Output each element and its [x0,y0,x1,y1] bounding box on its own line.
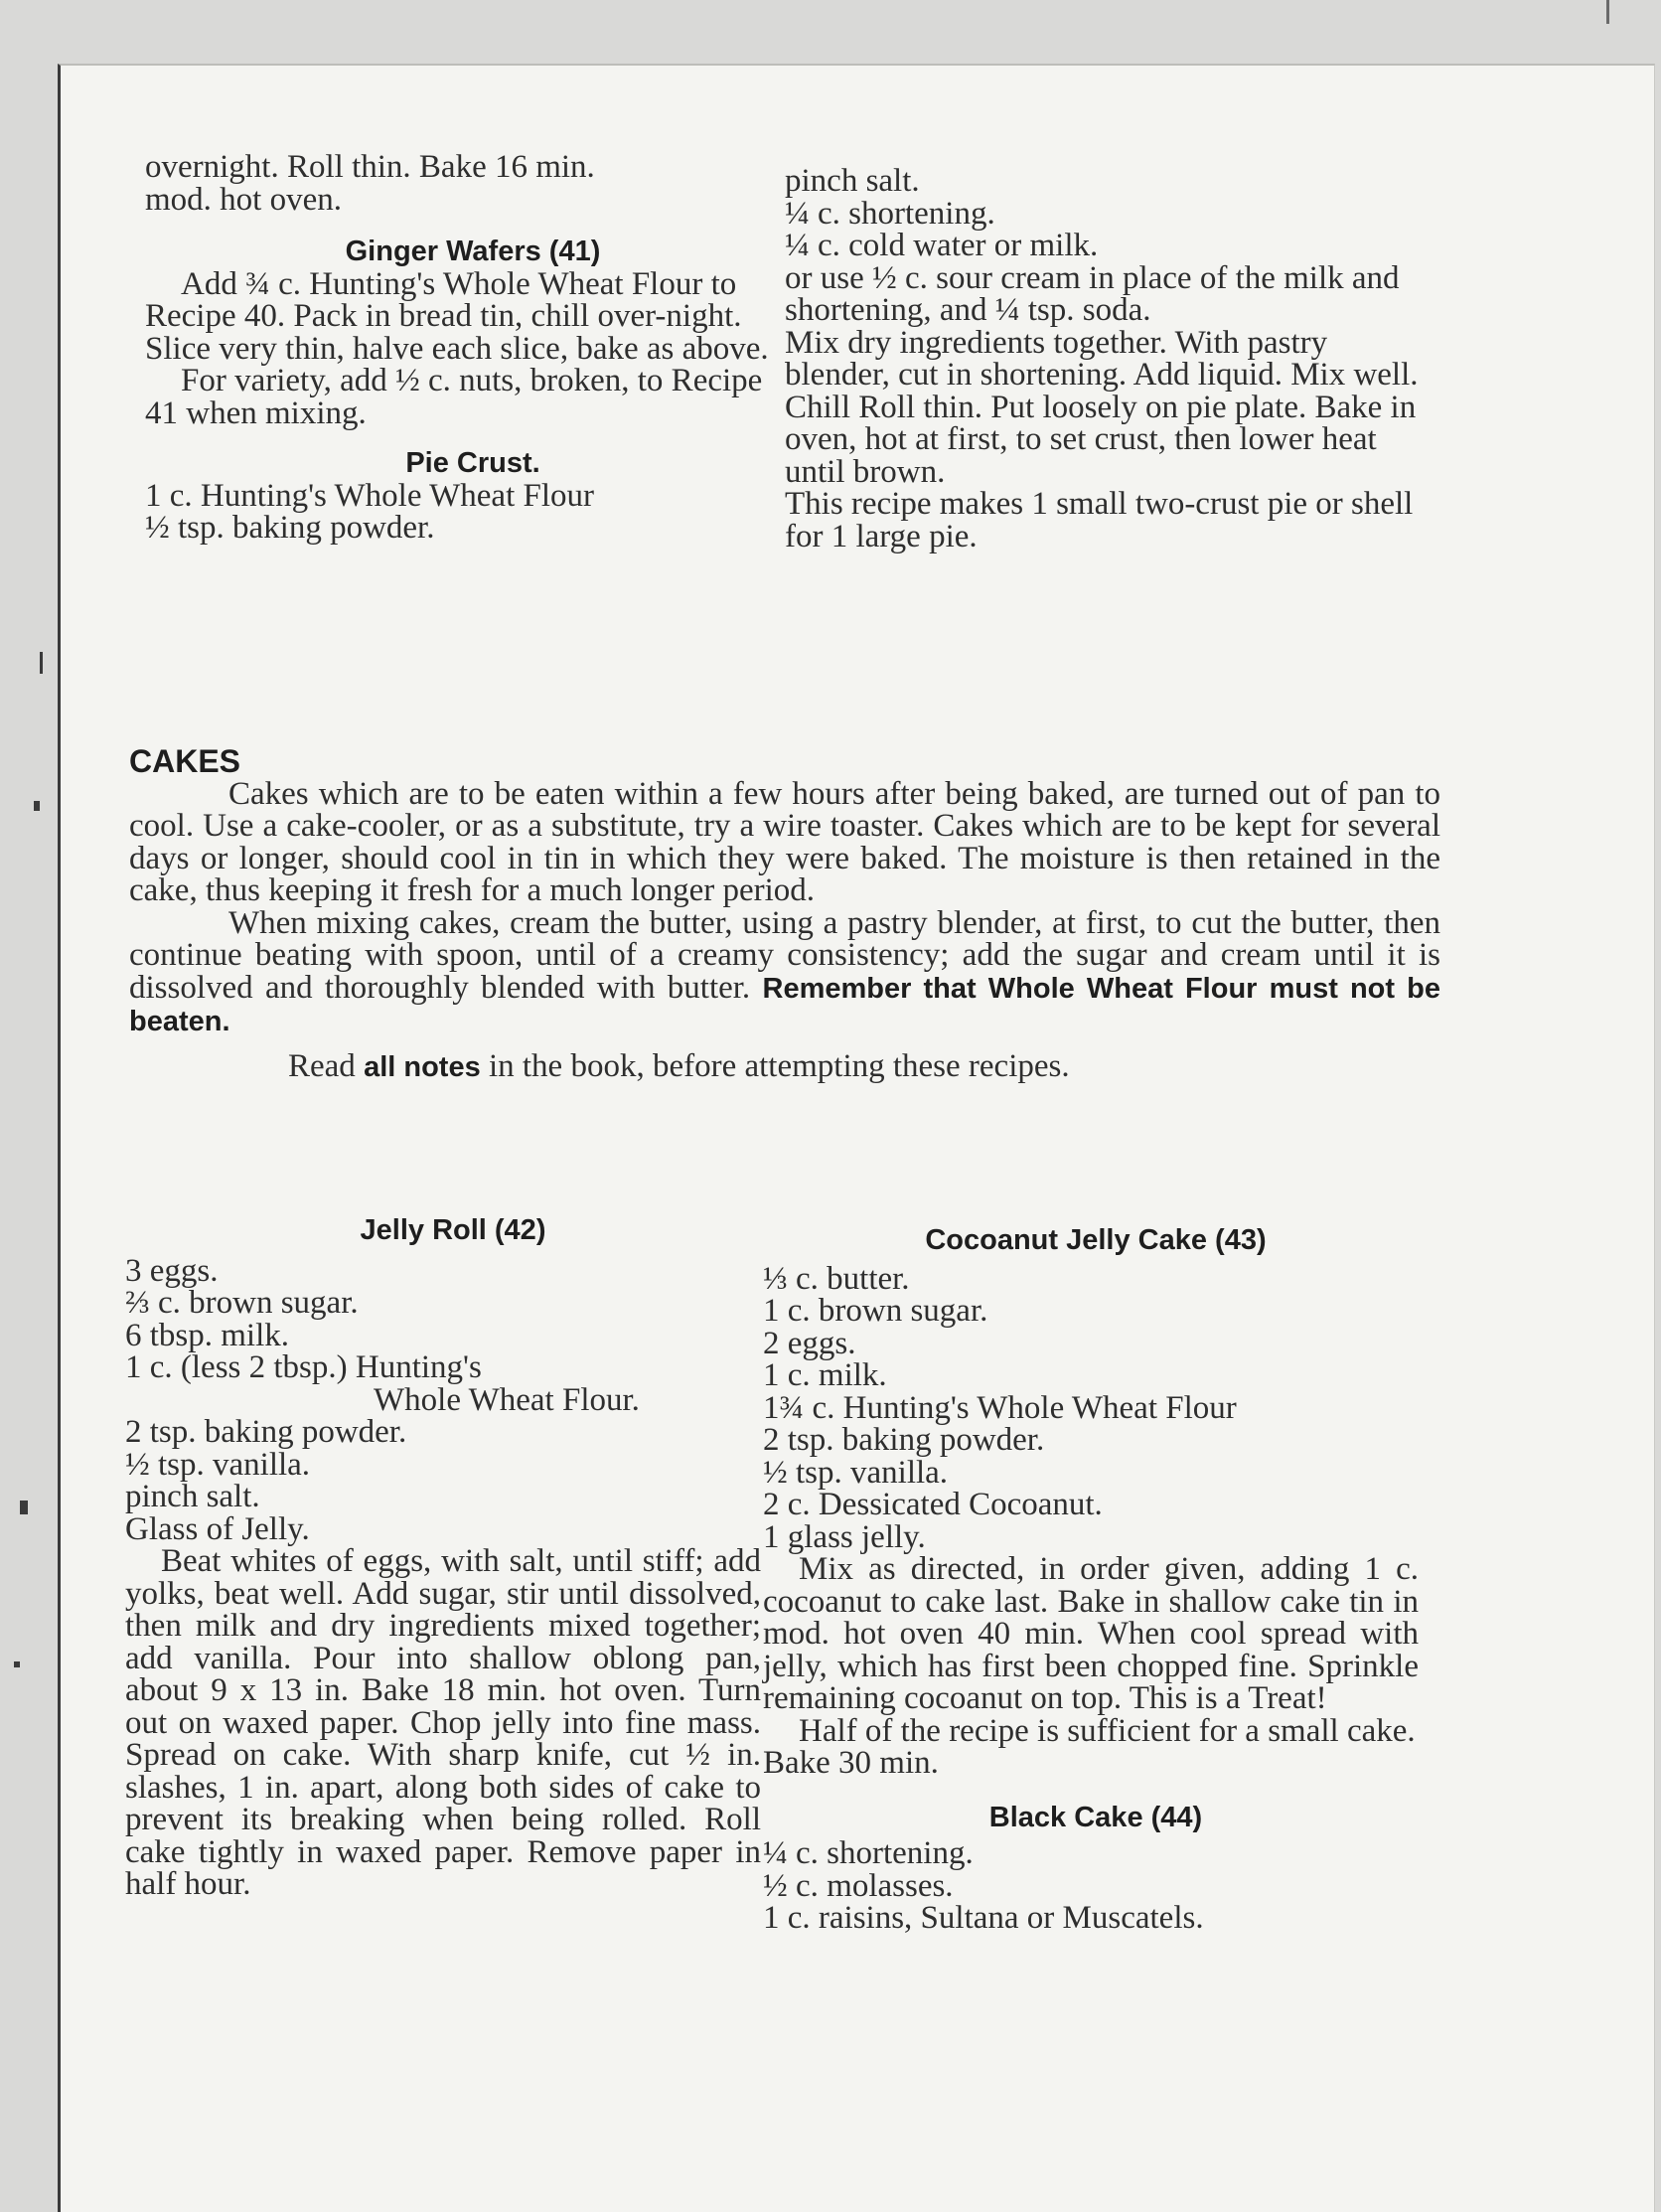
ingredient-line: or use ½ c. sour cream in place of the milk and shortening, and ¼ tsp. soda. [785,259,1400,328]
ingredient-line: 1 c. milk. [763,1357,887,1393]
ingredient-line: 6 tbsp. milk. [125,1317,290,1353]
ingredient-line: 2 tsp. baking powder. [125,1414,407,1450]
ingredient-line: 3 eggs. [125,1252,219,1289]
ingredient-line: 1¾ c. Hunting's Whole Wheat Flour [763,1389,1237,1426]
ginger-wafers-title: Ginger Wafers (41) [345,236,601,267]
continuation-line: mod. hot oven. [145,181,342,218]
section-title: CAKES [129,743,241,779]
read-notes-text: Read [288,1047,356,1084]
pie-crust-title: Pie Crust. [405,447,540,479]
read-notes-text: in the book, before attempting these recipes. [488,1047,1070,1084]
cakes-paragraph [129,904,1440,1038]
ingredient-line: ¼ c. shortening. [763,1835,974,1871]
flour-warning: Remember that Whole Wheat Flour must not be beaten. [129,972,1440,1037]
cocoanut-column [763,1224,1429,1935]
read-notes-bold: all notes [364,1050,481,1083]
ingredient-line: 1 glass jelly. [763,1518,926,1555]
ingredient-line: 2 c. Dessicated Cocoanut. [763,1487,1103,1522]
ingredient-line: 2 eggs. [763,1325,856,1361]
black-cake-title: Black Cake (44) [988,1801,1203,1833]
ingredient-line: 1 c. Hunting's Whole Wheat Flour [145,477,594,514]
ingredient-line: 1 c. brown sugar. [763,1293,988,1329]
cocoanut-method: Mix as directed, in order given, adding 1 c. cocoanut to cake last. Bake in shallow cake tin in mod. hot oven 40 min. When cool spread with jelly, which has first been chopped fine. Sprinkle remaining cocoanut on top. This is a Treat! [763,1551,1419,1716]
cakes-paragraph: Cakes which are to be eaten within a few hours after being baked, are turned out of pan to cool. Use a cake-cooler, or as a substitute, try a wire toaster. Cakes which are to be kept for several days or longer, should cool in tin in which they were baked. The moisture is then retained in the cake, thus keeping it fresh for a much longer period. [129,775,1440,908]
ingredient-line: ½ c. molasses. [763,1867,954,1904]
top-right-column [785,165,1440,553]
ingredient-line: 2 tsp. baking powder. [763,1422,1045,1458]
ingredient-line: 1 c. raisins, Sultana or Muscatels. [763,1900,1204,1936]
cakes-section [129,745,1440,1083]
ingredient-line: ¼ c. cold water or milk. [785,228,1099,263]
top-left-column [145,151,801,545]
pie-crust-method: Mix dry ingredients together. With pastry blender, cut in shortening. Add liquid. Mix well. Chill Roll thin. Put loosely on pie plate. Bake in oven, hot at first, to set crust, then lower heat until brown. [785,324,1419,490]
jelly-roll-column [125,1214,781,1901]
pie-crust-note: This recipe makes 1 small two-crust pie or shell for 1 large pie. [785,486,1414,554]
ingredient-line: ½ tsp. baking powder. [145,510,435,546]
ingredient-line: ½ tsp. vanilla. [125,1446,311,1483]
cakes-paragraph-text: When mixing cakes, cream the butter, using a pastry blender, at first, to cut the butter, then continue beating with spoon, until of a creamy consistency; add the sugar and cream until it is dissolved and thoroughly blended with butter. [129,904,1440,1006]
ginger-wafers-text: Add ¾ c. Hunting's Whole Wheat Flour to Recipe 40. Pack in bread tin, chill over-night. Slice very thin, halve each slice, bake as above. [145,265,769,367]
jelly-roll-title: Jelly Roll (42) [360,1214,546,1246]
margin-mark [34,801,40,811]
ingredient-line: ⅔ c. brown sugar. [125,1285,359,1321]
ingredient-line: ½ tsp. vanilla. [763,1454,949,1491]
continuation-line: overnight. Roll thin. Bake 16 min. [145,149,595,185]
ingredient-line: 1 c. (less 2 tbsp.) Hunting's [125,1349,482,1385]
ginger-wafers-variety: For variety, add ½ c. nuts, broken, to Recipe 41 when mixing. [145,363,763,431]
ingredient-line: Whole Wheat Flour. [374,1381,640,1418]
cocoanut-half-note: Half of the recipe is sufficient for a small cake. Bake 30 min. [763,1712,1416,1781]
ingredient-line: ¼ c. shortening. [785,195,995,232]
jelly-roll-method: Beat whites of eggs, with salt, until stiff; add yolks, beat well. Add sugar, stir until dissolved, then milk and dry ingredients mixed together; add vanilla. Pour into shallow oblong pan, about 9 x 13 in. Bake 18 min. hot oven. Turn out on waxed paper. Chop jelly into fine mass. Spread on cake. With sharp knife, cut ½ in. slashes, 1 in. apart, along both sides of cake to prevent its breaking when being rolled. Roll cake tightly in waxed paper. Remove paper in half hour. [125,1543,761,1902]
corner-mark [1606,0,1609,24]
ingredient-line: Glass of Jelly. [125,1510,310,1547]
margin-mark [20,1501,28,1514]
read-notes [129,1047,1440,1084]
margin-mark [40,652,43,674]
margin-mark [14,1661,20,1667]
cocoanut-title: Cocoanut Jelly Cake (43) [925,1224,1267,1256]
ingredient-line: pinch salt. [125,1479,260,1514]
ingredient-line: ⅓ c. butter. [763,1260,910,1297]
ingredient-line: pinch salt. [785,163,920,199]
